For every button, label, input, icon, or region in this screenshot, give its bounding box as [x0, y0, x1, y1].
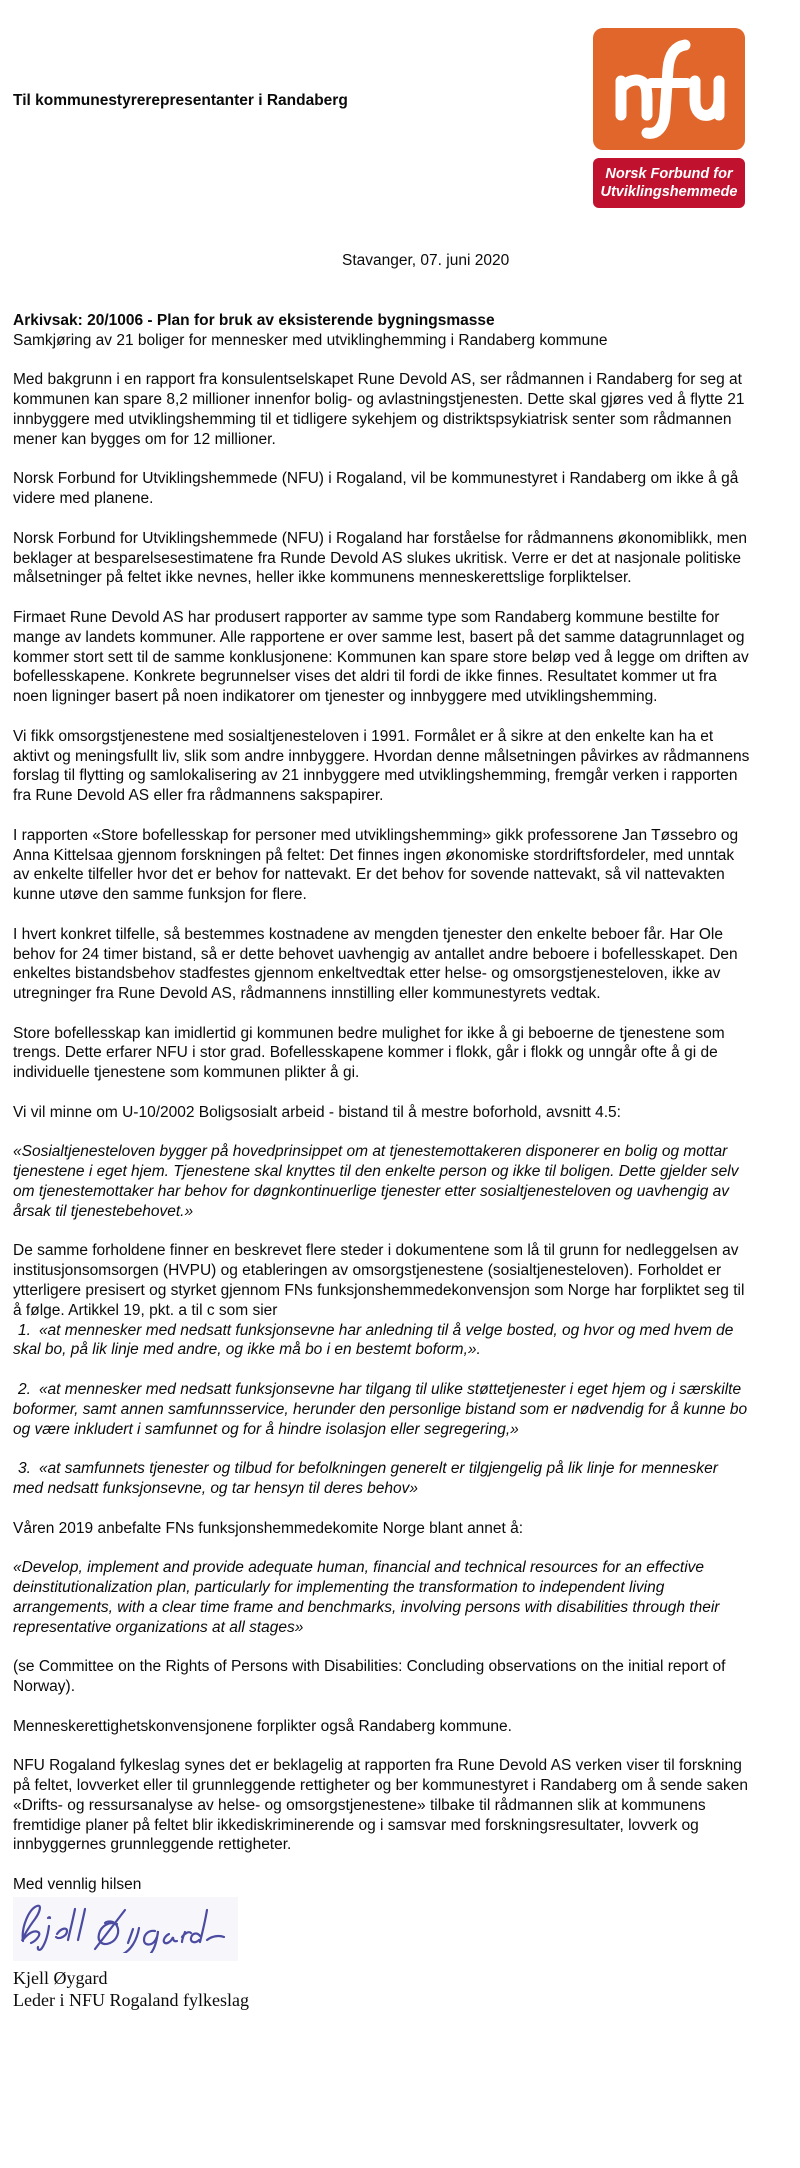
nfu-logo-icon — [593, 28, 745, 150]
nfu-logo — [593, 28, 745, 208]
logo-name-line1: Norsk Forbund for — [605, 166, 733, 182]
subject-subtitle: Samkjøring av 21 boliger for mennesker med utviklinghemming i Randaberg kommune — [13, 331, 608, 349]
paragraph: Store bofellesskap kan imidlertid gi kommunen bedre mulighet for ikke å gi beboerne de tjenestene som trengs. Dette erfarer NFU i stor grad. Bofellesskapene kommer i flokk, går i flokk og unngår ofte å gi de individuelle tjenestene som kommunen plikter å gi. — [13, 1024, 725, 1082]
paragraph: Norsk Forbund for Utviklingshemmede (NFU) i Rogaland har forståelse for rådmannens økonomiblikk, men beklager at besparelsesestimatene fra Runde Devold AS slukes ukritisk. Verre er det at nasjonale politiske målsetninger på feltet ikke nevnes, heller ikke kommunens menneskerettslige forpliktelser. — [13, 529, 747, 587]
block-quote: «Develop, implement and provide adequate human, financial and technical resources for an effective deinstitutionalization plan, particularly for implementing the transformation to independent living arrangements, with a clear time frame and benchmarks, involving persons with disabilities through their representative organizations at all stages» — [13, 1559, 720, 1636]
paragraph: Våren 2019 anbefalte FNs funksjonshemmedekomite Norge blant annet å: — [13, 1519, 524, 1537]
paragraph: Menneskerettighetskonvensjonene forplikter også Randaberg kommune. — [13, 1717, 512, 1735]
list-item-text: «at mennesker med nedsatt funksjonsevne har tilgang til ulike støttetjenester i eget hjem og i særskilte boformer, samt annen samfunnsservice, herunder den personlige bistand som er nødvendig for å kunne bo og være inkludert i samfunnet og for å hindre isolasjon eller segregering,» — [13, 1381, 748, 1438]
list-item-text: «at samfunnets tjenester og tilbud for befolkningen generelt er tilgjengelig på lik linje for mennesker med nedsatt funksjonsevne, og tar hensyn til deres behov» — [13, 1460, 718, 1498]
list-item — [13, 1321, 750, 1361]
list-item-text: «at mennesker med nedsatt funksjonsevne har anledning til å velge bosted, og hvor og med hvem de skal bo, på lik linje med andre, og ikke må bo i en bestemt boform,». — [13, 1321, 734, 1359]
signature-scribble-icon — [15, 1899, 230, 1953]
list-item — [13, 1380, 750, 1439]
block-quote: «Sosialtjenesteloven bygger på hovedprinsippet om at tjenestemottakeren disponerer en bolig og mottar tjenestene i eget hjem. Tjenestene skal knyttes til den enkelte person og ikke til boligen. Dette gjelder selv om tjenestemottaker har behov for døgnkontinuerlige tjenester etter sosialtjenesteloven og uavhengig av årsak til tjenestebehovet.» — [13, 1143, 739, 1220]
paragraph: I hvert konkret tilfelle, så bestemmes kostnadene av mengden tjenester den enkelte beboer får. Har Ole behov for 24 timer bistand, så er dette behovet uavhengig av antallet andre beboere i bofellesskapet. Den enkeltes bistandsbehov stadfestes gjennom enkeltvedtak etter helse- og omsorgstjenesteloven, ikke av utregninger fra Rune Devold AS, rådmannens innstilling eller kommunestyrets vedtak. — [13, 925, 738, 1003]
sender-role: Leder i NFU Rogaland fylkeslag — [13, 1989, 249, 2010]
list-item-number: 2. — [18, 1381, 31, 1399]
paragraph: Norsk Forbund for Utviklingshemmede (NFU) i Rogaland, vil be kommunestyret i Randaberg om ikke å gå videre med planene. — [13, 470, 739, 508]
sender-name: Kjell Øygard — [13, 1967, 108, 1988]
list-item-number: 1. — [18, 1321, 31, 1339]
paragraph: Vi vil minne om U-10/2002 Boligsosialt arbeid - bistand til å mestre boforhold, avsnitt 4.5: — [13, 1103, 621, 1121]
paragraph: I rapporten «Store bofellesskap for personer med utviklingshemming» gikk professorene Jan Tøssebro og Anna Kittelsaa gjennom forskningen på feltet: Det finnes ingen økonomiske stordriftsfordeler, med unntak av enkelte tilfeller hvor det er behov for nattevakt. Er det behov for sovende nattevakt, så vil nattevakten kunne utøve den samme funksjon for flere. — [13, 826, 739, 904]
nfu-letters-icon — [603, 37, 735, 141]
paragraph: Firmaet Rune Devold AS har produsert rapporter av samme type som Randaberg kommune bestilte for mange av landets kommuner. Alle rapportene er over samme lest, basert på det samme datagrunnlaget og kommer stort sett til de samme konklusjonene: Kommunen kan spare store beløp ved å legge om driften av bofellesskapene. Konkrete begrunnelser vises det aldri til fordi de ikke finnes. Resultatet kommer ut fra noen ligninger basert på noen indikatorer om tjenester og innbyggere med utviklingshemming. — [13, 608, 749, 706]
paragraph: NFU Rogaland fylkeslag synes det er beklagelig at rapporten fra Rune Devold AS verken viser til forskning på feltet, lovverket eller til grunnleggende rettigheter og ber kommunestyret i Randaberg om å sende saken «Drifts- og ressursanalyse av helse- og omsorgstjenestene» tilbake til rådmannen slik at kommunens fremtidige planer på feltet blir ikkediskriminerende og i samsvar med forskningsresultater, lovverk og innbyggernes grunnleggende rettigheter. — [13, 1757, 748, 1854]
signature — [13, 1897, 238, 1961]
list-item-number: 3. — [18, 1460, 31, 1478]
letter-body — [13, 311, 750, 2011]
paragraph: (se Committee on the Rights of Persons with Disabilities: Concluding observations on the initial report of Norway). — [13, 1658, 726, 1695]
paragraph: Med bakgrunn i en rapport fra konsulentselskapet Rune Devold AS, ser rådmannen i Randaberg for seg at kommunen kan spare 8,2 millioner innenfor bolig- og avlastningstjenesten. Dette skal gjøres ved å flytte 21 innbyggere med utviklingshemming til et tidligere sykehjem og distriktspsykiatrisk senter som rådmannen mener kan bygges om for 12 millioner. — [13, 371, 745, 448]
nfu-logo-banner — [593, 158, 745, 208]
date-line: Stavanger, 07. juni 2020 — [342, 252, 510, 269]
closing-line: Med vennlig hilsen — [13, 1875, 142, 1893]
paragraph: De samme forholdene finner en beskrevet flere steder i dokumentene som lå til grunn for nedleggelsen av institusjonsomsorgen (HVPU) og etableringen av omsorgstjenestene (sosialtjenesteloven). Forholdet er ytterligere presisert og styrket gjennom FNs funksjonshemmedekonvensjon som Norge har forpliktet seg til å følge. Artikkel 19, pkt. a til c som sier — [13, 1242, 745, 1319]
paragraph: Vi fikk omsorgstjenestene med sosialtjenesteloven i 1991. Formålet er å sikre at den enkelte kan ha et aktivt og meningsfullt liv, slik som andre innbyggere. Hvordan denne målsetningen påvirkes av rådmannens forslag til flytting og samlokalisering av 21 innbyggere med utviklingshemming, fremgår verken i rapporten fra Rune Devold AS eller fra rådmannens sakspapirer. — [13, 727, 750, 805]
list-item — [13, 1459, 750, 1499]
subject-title: Arkivsak: 20/1006 - Plan for bruk av eksisterende bygningsmasse — [13, 312, 495, 329]
logo-name-line2: Utviklingshemmede — [600, 184, 738, 200]
recipient-line: Til kommunestyrerepresentanter i Randaberg — [13, 92, 348, 109]
